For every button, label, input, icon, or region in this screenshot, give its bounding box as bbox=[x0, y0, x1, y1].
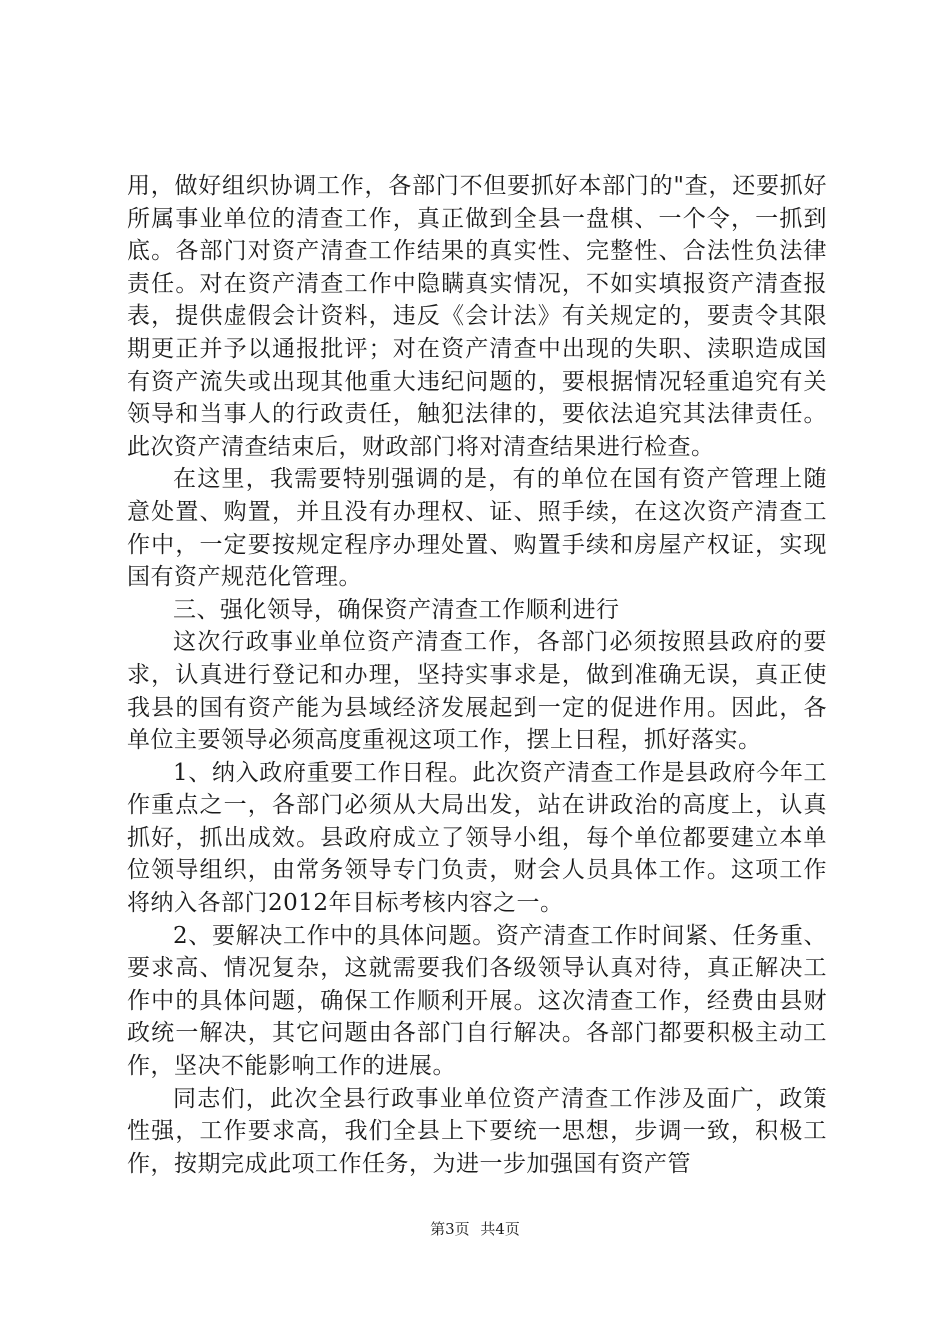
paragraph-item-2: 2、要解决工作中的具体问题。资产清查工作时间紧、任务重、要求高、情况复杂，这就需要我们各级领导认真对待，真正解决工作中的具体问题，确保工作顺利开展。这次清查工作，经费由县财政统一解决，其它问题由各部门自行解决。各部门都要积极主动工作，坚决不能影响工作的进展。 bbox=[127, 922, 827, 1080]
page-number: 第3页 bbox=[430, 1220, 470, 1238]
paragraph-1: 用，做好组织协调工作，各部门不但要抓好本部门的"查，还要抓好所属事业单位的清查工作，真正做到全县一盘棋、一个令，一抓到底。各部门对资产清查工作结果的真实性、完整性、合法性负法律责任。对在资产清查工作中隐瞒真实情况，不如实填报资产清查报表，提供虚假会计资料，违反《会计法》有关规定的，要责令其限期更正并予以通报批评；对在资产清查中出现的失职、渎职造成国有资产流失或出现其他重大违纪问题的，要根据情况轻重追究有关领导和当事人的行政责任，触犯法律的，要依法追究其法律责任。此次资产清查结束后，财政部门将对清查结果进行检查。 bbox=[127, 173, 827, 460]
page-footer bbox=[0, 1218, 950, 1239]
paragraph-2: 在这里，我需要特别强调的是，有的单位在国有资产管理上随意处置、购置，并且没有办理权、证、照手续，在这次资产清查工作中，一定要按规定程序办理处置、购置手续和房屋产权证，实现国有资产规范化管理。 bbox=[127, 466, 827, 591]
document-body bbox=[127, 170, 827, 1180]
paragraph-closing: 同志们，此次全县行政事业单位资产清查工作涉及面广，政策性强，工作要求高，我们全县上下要统一思想，步调一致，积极工作，按期完成此项工作任务，为进一步加强国有资产管 bbox=[127, 1085, 827, 1177]
paragraph-4: 这次行政事业单位资产清查工作，各部门必须按照县政府的要求，认真进行登记和办理，坚持实事求是，做到准确无误，真正使我县的国有资产能为县域经济发展起到一定的促进作用。因此，各单位主要领导必须高度重视这项工作，摆上日程，抓好落实。 bbox=[127, 629, 827, 754]
page-total: 共4页 bbox=[480, 1220, 520, 1238]
paragraph-item-1: 1、纳入政府重要工作日程。此次资产清查工作是县政府今年工作重点之一，各部门必须从大局出发，站在讲政治的高度上，认真抓好，抓出成效。县政府成立了领导小组，每个单位都要建立本单位领导组织，由常务领导专门负责，财会人员具体工作。这项工作将纳入各部门2012年目标考核内容之一。 bbox=[127, 759, 827, 917]
section-heading: 三、强化领导，确保资产清查工作顺利进行 bbox=[173, 596, 620, 623]
